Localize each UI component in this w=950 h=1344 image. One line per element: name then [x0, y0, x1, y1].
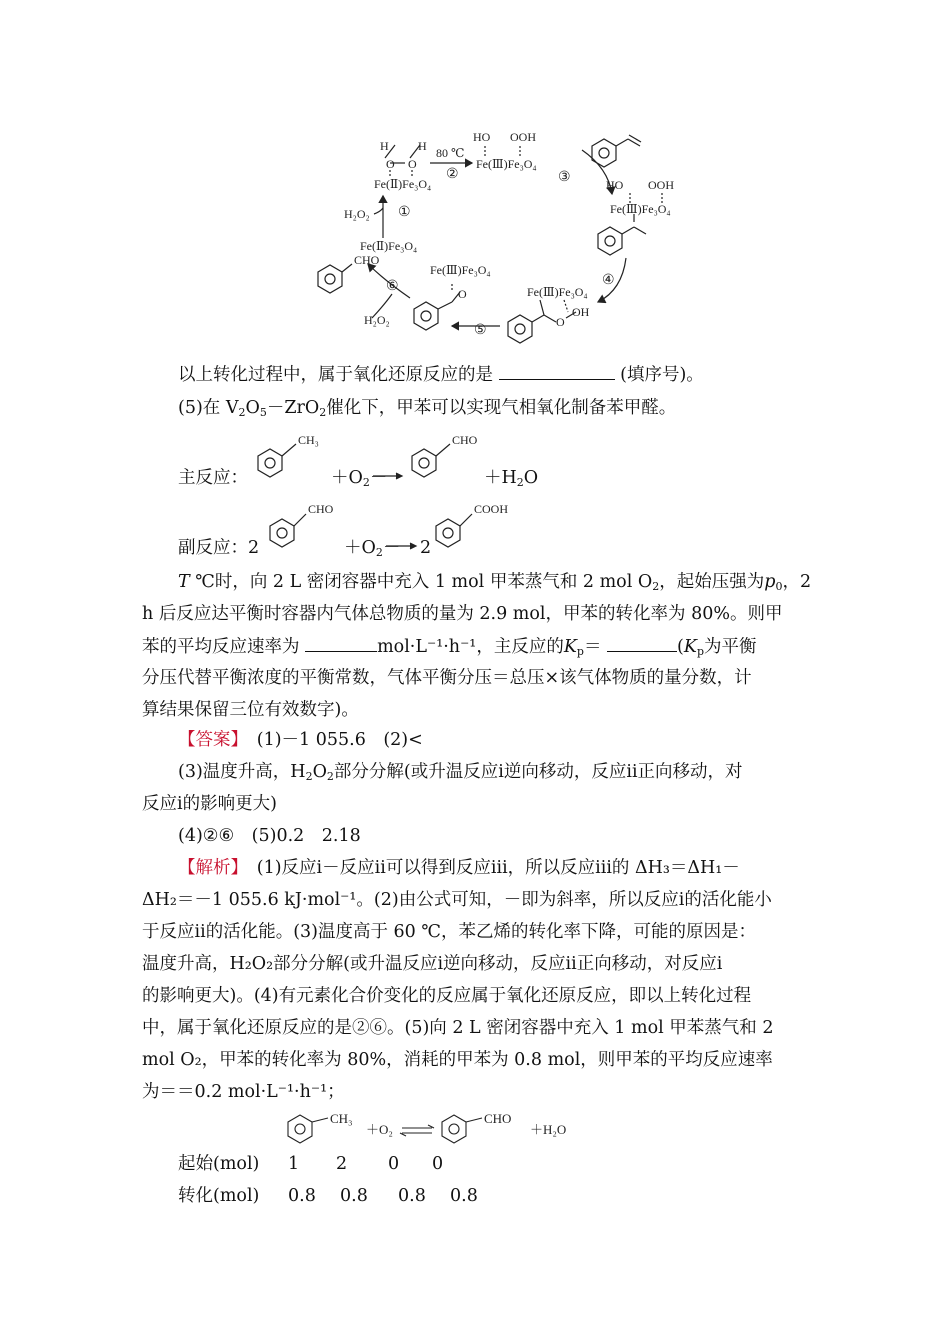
cycle-complex-3: Fe(Ⅲ)Fe₃O₄ — [610, 202, 671, 216]
analysis-line-8: 为＝＝0.2 mol·L⁻¹·h⁻¹； — [142, 1082, 345, 1102]
answer-line-3: 反应ⅰ的影响更大) — [142, 794, 277, 814]
side-o2-text: ＋O — [344, 538, 376, 558]
cycle-h-right: H — [418, 139, 427, 153]
answer-line-1 — [178, 728, 423, 752]
cycle-h-left: H — [380, 139, 389, 153]
cycle-o-right: O — [408, 157, 417, 171]
main-plus-h2o: $+H_2O$ — [484, 468, 539, 489]
q4-text: 以上转化过程中，属于氧化还原反应的是 — [178, 365, 493, 385]
cycle-cho: CHO — [354, 253, 380, 267]
q4-line — [178, 362, 704, 387]
para-l1c: 2 — [799, 572, 812, 592]
cycle-step-4: ④ — [602, 273, 615, 288]
cycle-complex-6: Fe(Ⅱ)Fe₃O₄ — [360, 239, 418, 253]
q4-suffix: (填序号)。 — [620, 365, 704, 385]
side-cooh: COOH — [474, 502, 509, 516]
para-l1a: ℃时，向 2 L 密闭容器中充入 1 mol 甲苯蒸气和 2 mol O — [195, 572, 653, 592]
analysis-tag: 【解析】 — [178, 858, 240, 878]
answer-a12: (1)－1 055.6 (2)< — [256, 730, 423, 750]
cycle-complex-4: Fe(Ⅲ)Fe₃O₄ — [527, 285, 588, 299]
row-change-v3: 0.8 — [398, 1186, 426, 1206]
cycle-ooh-right: OOH — [648, 178, 674, 192]
row-start-label: 起始(mol) — [178, 1154, 260, 1174]
cycle-oh-br: OH — [572, 305, 590, 319]
q5-intro: (5)在 $V_2O_5-ZrO_2$催化下，甲苯可以实现气相氧化制备苯甲醛。 — [178, 398, 677, 419]
cycle-h2o2-bottom: H₂O₂ — [364, 313, 390, 327]
analysis-l1: (1)反应ⅰ－反应ⅱ可以得到反应ⅲ，所以反应ⅲ的 ΔH₃＝ΔH₁－ — [256, 858, 740, 878]
answer-a3a: (3)温度升高，H — [178, 762, 306, 782]
para-l3c: ＝ — [583, 637, 602, 657]
analysis-line-4: 温度升高，H₂O₂部分分解(或升温反应ⅰ逆向移动，反应ⅱ正向移动，对反应ⅰ — [142, 954, 723, 974]
eq-ch3: CH₃ — [330, 1111, 353, 1126]
para-l3d: 为平衡 — [703, 637, 757, 657]
side-label-text: 副反应： — [178, 538, 248, 558]
row-change-v4: 0.8 — [450, 1186, 478, 1206]
answer-line-2: (3)温度升高，$H_2O_2$部分分解(或升温反应ⅰ逆向移动，反应ⅱ正向移动，对 — [178, 762, 743, 783]
side-coef-1: 2 — [248, 538, 260, 558]
row-change-v2: 0.8 — [340, 1186, 368, 1206]
equilibrium-equation — [0, 1106, 950, 1156]
main-plus-o2: $+O_2-$ — [331, 468, 388, 489]
analysis-line-5: 的影响更大)。(4)有元素化合价变化的反应属于氧化还原反应，即以上转化过程 — [142, 986, 752, 1006]
analysis-line-2: ΔH₂＝－1 055.6 kJ·mol⁻¹。(2)由公式可知，－即为斜率，所以反应ⅰ的活化能小 — [142, 890, 772, 910]
cycle-ho-right: HO — [606, 178, 624, 192]
cycle-complex-2: Fe(Ⅲ)Fe₃O₄ — [476, 157, 537, 171]
catalytic-cycle-diagram — [0, 0, 950, 360]
main-ch3: CH₃ — [298, 433, 319, 447]
para-line-3: 苯的平均反应速率为 mol·L⁻¹·h⁻¹，主反应的$K_p= (K_p$为平衡 — [142, 634, 756, 664]
cycle-ho-top: HO — [473, 130, 491, 144]
answer-line-4: (4)②⑥ (5)0.2 2.18 — [178, 826, 361, 846]
side-cho: CHO — [308, 502, 334, 516]
cycle-step-3: ③ — [558, 170, 571, 185]
cycle-h2o2-left: H₂O₂ — [344, 207, 370, 221]
kp-blank — [607, 634, 677, 652]
cycle-complex-1: Fe(Ⅱ)Fe₃O₄ — [374, 177, 432, 191]
para-line-2: h 后反应达平衡时容器内气体总物质的量为 2.9 mol，甲苯的转化率为 80%。则甲 — [142, 604, 783, 624]
side-coef-2: 2 — [420, 538, 432, 558]
cycle-o-left: O — [386, 157, 395, 171]
analysis-line-3: 于反应ⅱ的活化能。(3)温度高于 60 ℃，苯乙烯的转化率下降，可能的原因是： — [142, 922, 756, 942]
cycle-complex-5: Fe(Ⅲ)Fe₃O₄ — [430, 263, 491, 277]
row-start-v2: 2 — [336, 1154, 348, 1174]
eq-o2: ＋O₂ — [366, 1122, 393, 1137]
analysis-line-1 — [178, 856, 740, 880]
cycle-ooh-top: OOH — [510, 130, 536, 144]
main-h2o-text: ＋H — [484, 468, 517, 488]
main-o2-text: ＋O — [331, 468, 363, 488]
main-reaction-label: 主反应： — [178, 468, 248, 488]
cycle-o-br: O — [556, 315, 565, 329]
q5-mid: 催化下，甲苯可以实现气相氧化制备苯甲醛。 — [326, 398, 677, 418]
table-row-start — [178, 1152, 443, 1176]
rate-blank — [305, 634, 377, 652]
cycle-temp: 80 ℃ — [436, 146, 465, 160]
row-start-v1: 1 — [288, 1154, 300, 1174]
para-line-5: 算结果保留三位有效数字)。 — [142, 700, 359, 720]
row-change-label: 转化(mol) — [178, 1186, 260, 1206]
para-l3b: mol·L⁻¹·h⁻¹，主反应的 — [377, 637, 564, 657]
analysis-line-6: 中，属于氧化还原反应的是②⑥。(5)向 2 L 密闭容器中充入 1 mol 甲苯蒸气和 2 — [142, 1018, 774, 1038]
answer-a3b: 部分分解(或升温反应ⅰ逆向移动，反应ⅱ正向移动，对 — [333, 762, 743, 782]
table-row-change — [178, 1184, 478, 1208]
para-line-4: 分压代替平衡浓度的平衡常数，气体平衡分压＝总压×该气体物质的量分数，计 — [142, 668, 752, 688]
cycle-step-1: ① — [398, 205, 411, 220]
cycle-o-epoxide: O — [458, 287, 467, 301]
cycle-step-2: ② — [446, 167, 459, 182]
row-start-v3: 0 — [388, 1154, 400, 1174]
side-plus-o2: $+O_2-$ — [344, 538, 401, 559]
para-line-1: T ℃时，向 2 L 密闭容器中充入 1 mol 甲苯蒸气和 2 mol $O_2$，起始压强为$p_0$，2 — [178, 572, 812, 593]
row-change-v1: 0.8 — [288, 1186, 316, 1206]
eq-cho: CHO — [484, 1111, 512, 1126]
eq-h2o: ＋H₂O — [530, 1122, 567, 1137]
q4-blank — [499, 362, 615, 380]
row-start-v4: 0 — [432, 1154, 444, 1174]
answer-tag: 【答案】 — [178, 730, 240, 750]
cycle-step-5: ⑤ — [474, 323, 487, 338]
analysis-line-7: mol O₂，甲苯的转化率为 80%，消耗的甲苯为 0.8 mol，则甲苯的平均反应速率 — [142, 1050, 773, 1070]
para-l3a: 苯的平均反应速率为 — [142, 637, 300, 657]
para-l1b: ，起始压强为 — [659, 572, 765, 592]
main-cho: CHO — [452, 433, 478, 447]
cycle-step-6: ⑥ — [386, 279, 399, 294]
q5-prefix: (5)在 V — [178, 398, 239, 418]
side-reaction-structures — [0, 496, 950, 576]
